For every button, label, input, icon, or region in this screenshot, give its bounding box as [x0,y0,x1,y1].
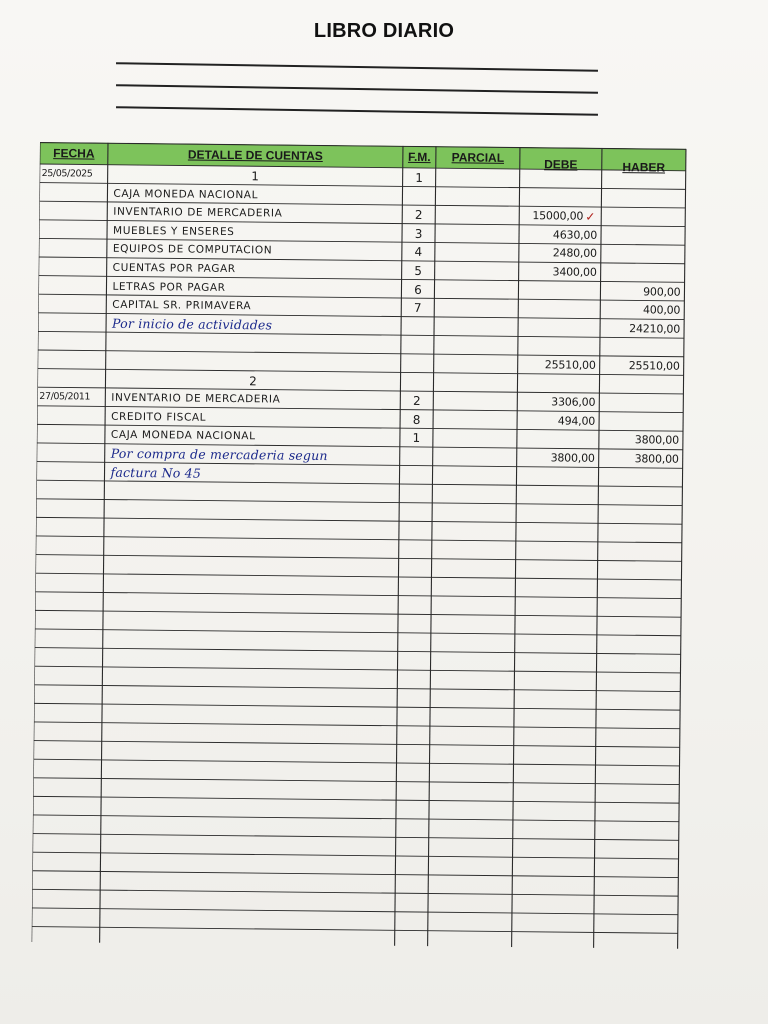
row-rule [34,722,680,729]
cell-parcial [433,392,513,411]
cell-fm: 7 [413,301,422,316]
cell-detalle: INVENTARIO DE MERCADERIA [113,205,283,220]
cell-fecha [40,332,106,351]
cell-parcial [434,318,514,337]
row-rule [32,927,678,934]
blank-line [116,106,598,115]
cell-fecha [40,351,106,370]
cell-fm [400,448,433,466]
cell-fm: 2 [412,394,421,409]
cell-debe [518,300,596,319]
row-rule [34,685,680,692]
cell-debe: 2480,00 [552,246,597,261]
cell-debe: 4630,00 [552,228,598,242]
page-title: LIBRO DIARIO [313,20,455,42]
cell-parcial [435,188,515,207]
cell-detalle: CAJA MONEDA NACIONAL [110,429,256,443]
cell-fm: 8 [412,412,421,427]
cell-fecha [41,184,107,203]
cell-debe [517,430,595,449]
header-debe: DEBE [544,157,578,172]
row-rule [35,629,681,636]
cell-fecha [40,277,106,296]
cell-fm [401,336,434,354]
row-rule [34,703,680,710]
row-rule [36,517,682,524]
cell-haber [599,394,679,413]
cell-haber [601,189,681,208]
cell-fm: 2 [414,208,423,223]
cell-fecha: 25/05/2025 [41,168,93,180]
cell-debe [517,375,595,394]
header-fecha: FECHA [53,146,95,161]
row-rule [35,666,681,673]
header-fm: F.M. [407,149,431,165]
row-rule [32,889,678,896]
cell-haber: 3800,00 [634,452,679,466]
cell-fecha: 27/05/2011 [39,391,91,403]
cell-debe [518,282,596,301]
cell-parcial [433,430,513,449]
cell-fm [400,373,433,391]
cell-fecha [39,444,105,463]
cell-detalle [112,352,401,373]
row-rule [33,852,679,859]
cell-fecha [40,314,106,333]
entry-number: 2 [249,373,257,388]
entry-number: 1 [251,169,260,184]
cell-haber: 3800,00 [634,433,679,448]
cell-haber [598,468,678,487]
cell-haber: 900,00 [643,284,681,299]
cell-fm [401,318,434,336]
cell-fm [402,187,435,205]
cell-debe [519,189,597,208]
cell-fm: 1 [415,170,424,186]
cell-debe [516,468,594,487]
cell-fm [399,466,432,484]
cell-fm: 1 [412,431,421,446]
cell-haber: 25510,00 [628,359,680,373]
cell-fecha [38,463,104,482]
cell-detalle: CAJA MONEDA NACIONAL [113,187,259,201]
cell-detalle: Por compra de mercaderia segun [110,445,328,464]
cell-parcial [435,206,515,225]
header-haber: HABER [622,160,666,175]
cell-fm [401,355,434,373]
cell-haber [601,264,681,283]
cell-detalle: CREDITO FISCAL [111,410,207,424]
cell-parcial [435,262,515,281]
cell-fecha [39,407,105,426]
cell-debe: 494,00 [557,414,596,428]
row-rule [34,759,680,766]
cell-debe: 15000,00 [532,209,584,223]
cell-detalle: CUENTAS POR PAGAR [112,261,236,276]
header-detalle: DETALLE DE CUENTAS [187,147,323,163]
cell-fm: 4 [414,245,423,260]
check-mark-icon: ✓ [585,209,596,225]
row-rule [33,778,679,785]
row-rule [35,573,681,580]
row-rule [33,834,679,841]
row-rule [33,815,679,822]
cell-detalle: Por inicio de actividades [112,315,273,333]
cell-detalle: INVENTARIO DE MERCADERIA [111,391,281,406]
cell-debe [518,319,596,338]
row-rule [32,945,678,949]
cell-detalle: MUEBLES Y ENSERES [113,224,235,238]
cell-parcial [435,225,515,244]
cell-haber [599,413,679,432]
cell-debe: 3800,00 [550,451,595,465]
cell-detalle: factura No 45 [110,464,202,481]
blank-line [116,84,598,93]
row-rule [33,796,679,803]
cell-parcial [436,169,516,188]
cell-fm: 3 [414,226,423,241]
cell-fm: 5 [414,263,423,279]
journal-table [32,142,708,949]
cell-detalle: CAPITAL SR. PRIMAVERA [112,298,252,313]
cell-fecha [41,221,107,240]
cell-haber [600,338,680,357]
cell-fecha [40,295,106,314]
cell-fecha [41,239,107,258]
cell-parcial [433,374,513,393]
cell-fecha [39,425,105,444]
cell-debe [518,337,596,356]
cell-parcial [433,411,513,430]
cell-parcial [434,355,514,374]
cell-haber [601,227,681,246]
cell-parcial [434,299,514,318]
row-rule [34,741,680,748]
row-rule [36,555,682,562]
cell-debe [520,170,598,189]
cell-debe: 25510,00 [544,358,596,372]
cell-detalle [112,333,401,354]
cell-fecha [41,258,107,277]
cell-parcial [432,467,512,486]
row-rule [35,610,681,617]
cell-haber [602,171,682,190]
cell-fecha [41,202,107,221]
cell-haber [601,245,681,264]
row-rule [35,592,681,599]
cell-parcial [433,448,513,467]
blank-line [116,62,598,71]
row-rule [32,871,678,878]
cell-debe: 3306,00 [551,395,596,410]
cell-detalle: EQUIPOS DE COMPUTACION [112,243,273,257]
header-parcial: PARCIAL [451,150,505,165]
row-rule [36,536,682,543]
row-rule [35,648,681,655]
cell-fecha [39,370,105,389]
cell-parcial [434,281,514,300]
cell-haber [599,375,679,394]
cell-debe: 3400,00 [552,265,597,279]
cell-fm: 6 [414,282,422,297]
cell-haber [601,208,681,227]
cell-haber: 24210,00 [629,321,681,336]
cell-detalle: LETRAS POR PAGAR [112,280,226,294]
cell-haber: 400,00 [642,303,681,317]
cell-parcial [434,337,514,356]
row-rule [32,908,678,915]
cell-parcial [435,244,515,263]
row-rule [36,499,682,506]
